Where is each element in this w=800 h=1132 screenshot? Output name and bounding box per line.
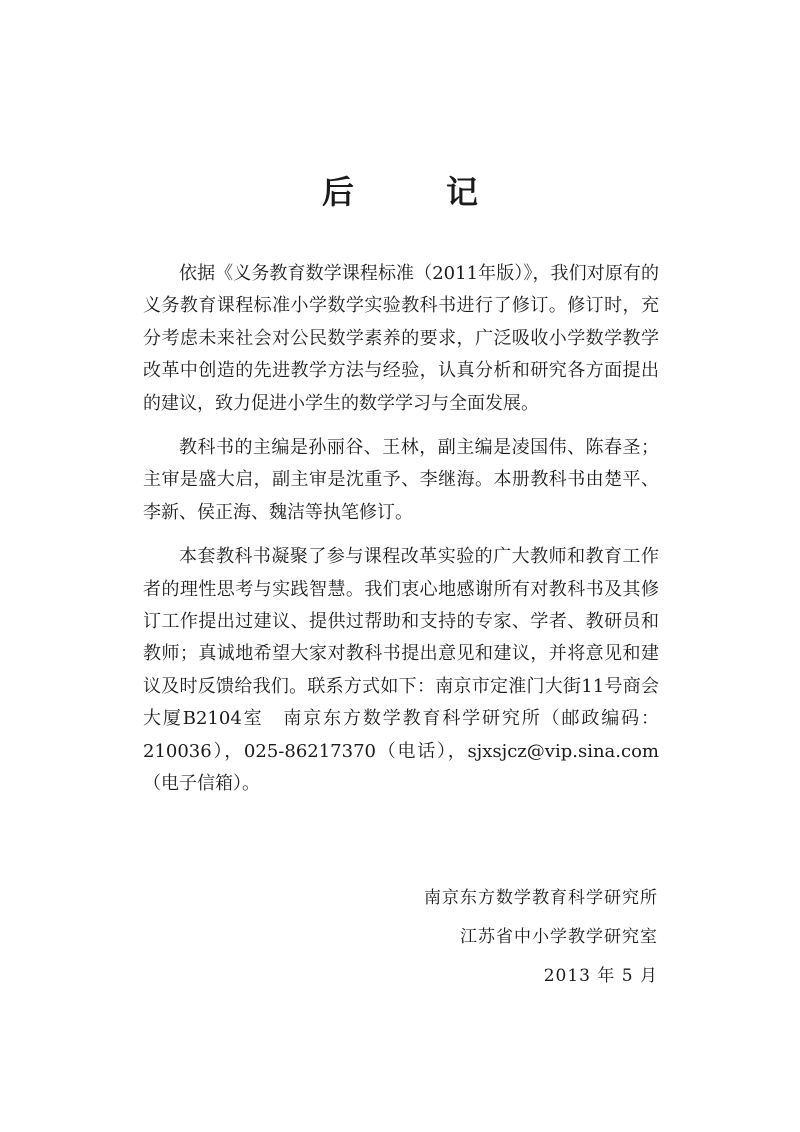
paragraph-3: 本套教科书凝聚了参与课程改革实验的广大教师和教育工作者的理性思考与实践智慧。我们衷心地感谢所有对教科书及其修订工作提出过建议、提供过帮助和支持的专家、学者、教研员和教师；真诚地希望大家对教科书提出意见和建议，并将意见和建议及时反馈给我们。联系方式如下：南京市定淮门大街11号商会大厦B2104室 南京东方数学教育科学研究所（邮政编码：210036），025-86217370（电话），sjxsjcz@vip.sina.com（电子信箱）。 — [143, 546, 659, 795]
page-title: 后 记 — [321, 173, 508, 211]
body-text — [143, 258, 659, 813]
signature-org-2: 江苏省中小学教学研究室 — [460, 927, 658, 947]
signature-date: 2013 年 5 月 — [543, 966, 658, 986]
signature-org-1: 南京东方数学教育科学研究所 — [424, 888, 658, 908]
paragraph-1: 依据《义务教育数学课程标准（2011年版）》，我们对原有的义务教育课程标准小学数学实验教科书进行了修订。修订时，充分考虑未来社会对公民数学素养的要求，广泛吸收小学数学教学改革中创造的先进教学方法与经验，认真分析和研究各方面提出的建议，致力促进小学生的数学学习与全面发展。 — [143, 263, 659, 414]
paragraph-2: 教科书的主编是孙丽谷、王林，副主编是凌国伟、陈春圣；主审是盛大启，副主审是沈重予、李继海。本册教科书由楚平、李新、侯正海、魏洁等执笔修订。 — [143, 437, 659, 523]
